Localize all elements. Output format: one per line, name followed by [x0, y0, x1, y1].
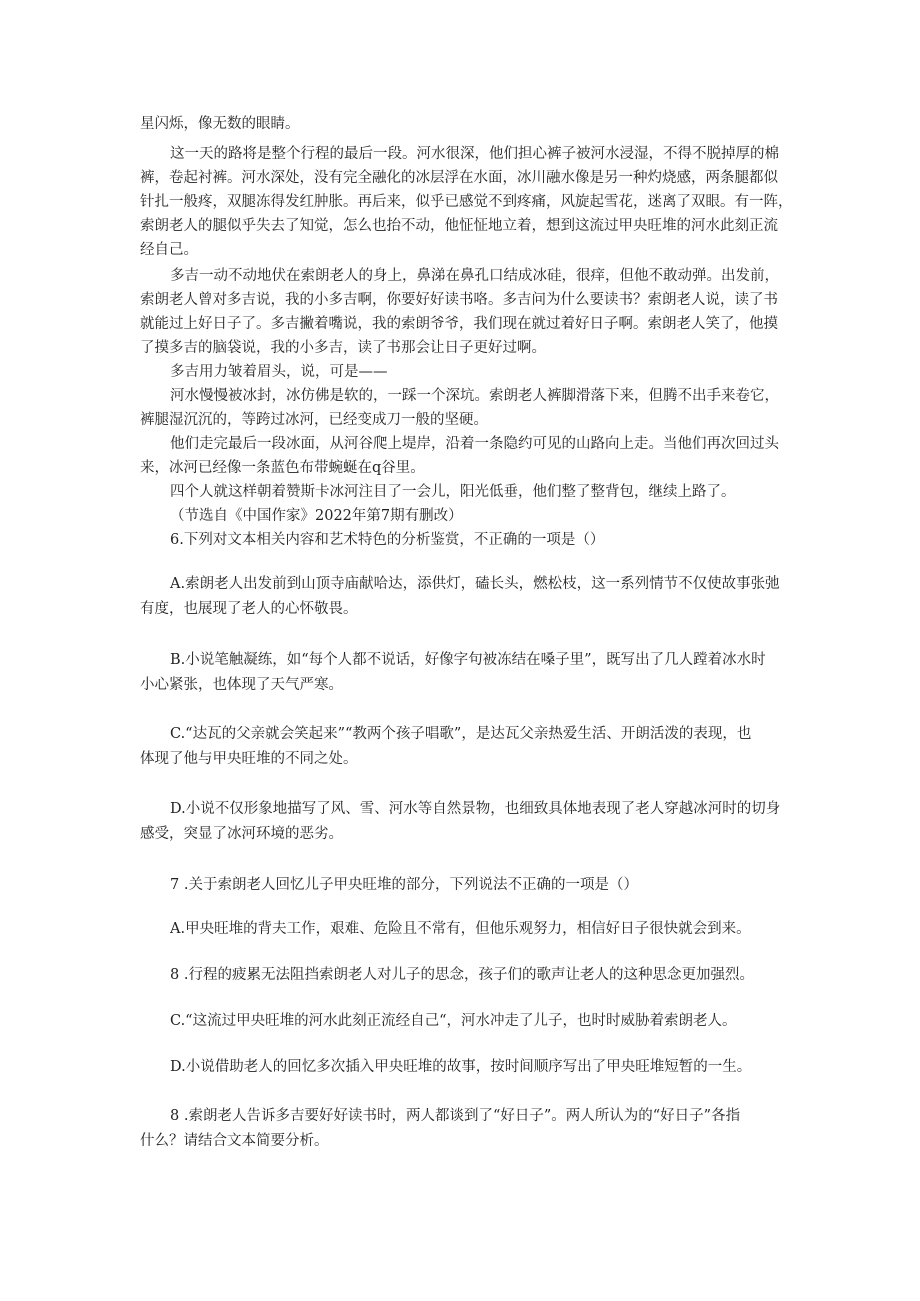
passage-line: 来，冰河已经像一条蓝色布带蜿蜒在q谷里。 [140, 460, 425, 476]
question-6-option-b-cont: 小心紧张，也体现了天气严寒。 [140, 677, 343, 693]
passage-line: 索朗老人的腿似乎失去了知觉，怎么也抬不动，他怔怔地立着，想到这流过甲央旺堆的河水此刻正流 [140, 218, 778, 234]
question-6-option-a: A.索朗老人出发前到山顶寺庙献哈达，添供灯，磕长头，燃松枝，这一系列情节不仅使故事张弛 [170, 576, 780, 592]
question-6-option-b: B.小说笔触凝练，如“每个人都不说话，好像字句被冻结在嗓子里”，既写出了几人蹚着冰水时 [170, 652, 766, 668]
question-6-stem: 6.下列对文本相关内容和艺术特色的分析鉴赏，不正确的一项是（） [170, 532, 605, 548]
passage-line: 索朗老人曾对多吉说，我的小多吉啊，你要好好读书咯。多吉问为什么要读书？索朗老人说，读了书 [140, 292, 778, 308]
question-6-option-d-cont: 感受，突显了冰河环境的恶劣。 [140, 826, 343, 842]
passage-line: 经自己。 [140, 242, 198, 258]
question-8-stem: 8 .索朗老人告诉多吉要好好读书时，两人都谈到了“好日子”。两人所认为的“好日子”各指 [170, 1108, 741, 1124]
passage-line: 这一天的路将是整个行程的最后一段。河水很深，他们担心裤子被河水浸湿，不得不脱掉厚的棉 [170, 146, 779, 162]
question-7-option-a: A.甲央旺堆的背夫工作，艰难、危险且不常有，但他乐观努力，相信好日子很快就会到来。 [170, 921, 751, 937]
passage-line: 多吉用力皱着眉头，说，可是—— [170, 364, 388, 380]
question-6-option-c: C.“达瓦的父亲就会笑起来”“教两个孩子唱歌”，是达瓦父亲热爱生活、开朗活泼的表现，也 [170, 726, 752, 742]
question-7-option-b: 8 .行程的疲累无法阻挡索朗老人对儿子的思念，孩子们的歌声让老人的这种思念更加强烈。 [170, 967, 754, 983]
passage-line: 多吉一动不动地伏在索朗老人的身上，鼻涕在鼻孔口结成冰硅，很痒，但他不敢动弹。出发前， [170, 268, 779, 284]
passage-line: 四个人就这样朝着赞斯卡冰河注目了一会儿，阳光低垂，他们整了整背包，继续上路了。 [170, 484, 736, 500]
source-citation: （节选自《中国作家》2022年第7期有删改） [170, 508, 463, 524]
question-6-option-a-cont: 有度，也展现了老人的心怀敬畏。 [140, 601, 358, 617]
question-6-option-d: D.小说不仅形象地描写了风、雪、河水等自然景物，也细致具体地表现了老人穿越冰河时的切身 [170, 801, 781, 817]
question-7-option-d: D.小说借助老人的回忆多次插入甲央旺堆的故事，按时间顺序写出了甲央旺堆短暂的一生。 [170, 1059, 752, 1075]
passage-line: 裤，卷起衬裤。河水深处，没有完全融化的冰层浮在水面，冰川融水像是另一种灼烧感，两条腿都似 [140, 170, 778, 186]
passage-line: 星闪烁，像无数的眼睛。 [140, 116, 300, 132]
passage-line: 河水慢慢被冰封，冰仿佛是软的，一踩一个深坑。索朗老人裤脚滑落下来，但腾不出手来卷它， [170, 388, 779, 404]
passage-line: 他们走完最后一段冰面，从河谷爬上堤岸，沿着一条隐约可见的山路向上走。当他们再次回过头 [170, 436, 779, 452]
question-7-option-c: C.“这流过甲央旺堆的河水此刻正流经自己“，河水冲走了儿子，也时时威胁着索朗老人。 [170, 1013, 737, 1029]
passage-line: 就能过上好日子了。多吉撇着嘴说，我的索朗爷爷，我们现在就过着好日子啊。索朗老人笑了，他摸 [140, 316, 778, 332]
passage-line: 了摸多吉的脑袋说，我的小多吉，读了书那会让日子更好过啊。 [140, 340, 546, 356]
passage-line: 裤腿湿沉沉的，等跨过冰河，已经变成刀一般的坚硬。 [140, 412, 488, 428]
passage-line: 针扎一般疼，双腿冻得发红肿胀。再后来，似乎已感觉不到疼痛，风旋起雪花，迷离了双眼。有一阵， [140, 194, 793, 210]
question-7-stem: 7 .关于索朗老人回忆儿子甲央旺堆的部分，下列说法不正确的一项是（） [170, 877, 638, 893]
question-6-option-c-cont: 体现了他与甲央旺堆的不同之处。 [140, 751, 358, 767]
question-8-stem-cont: 什么？请结合文本简要分析。 [140, 1133, 329, 1149]
